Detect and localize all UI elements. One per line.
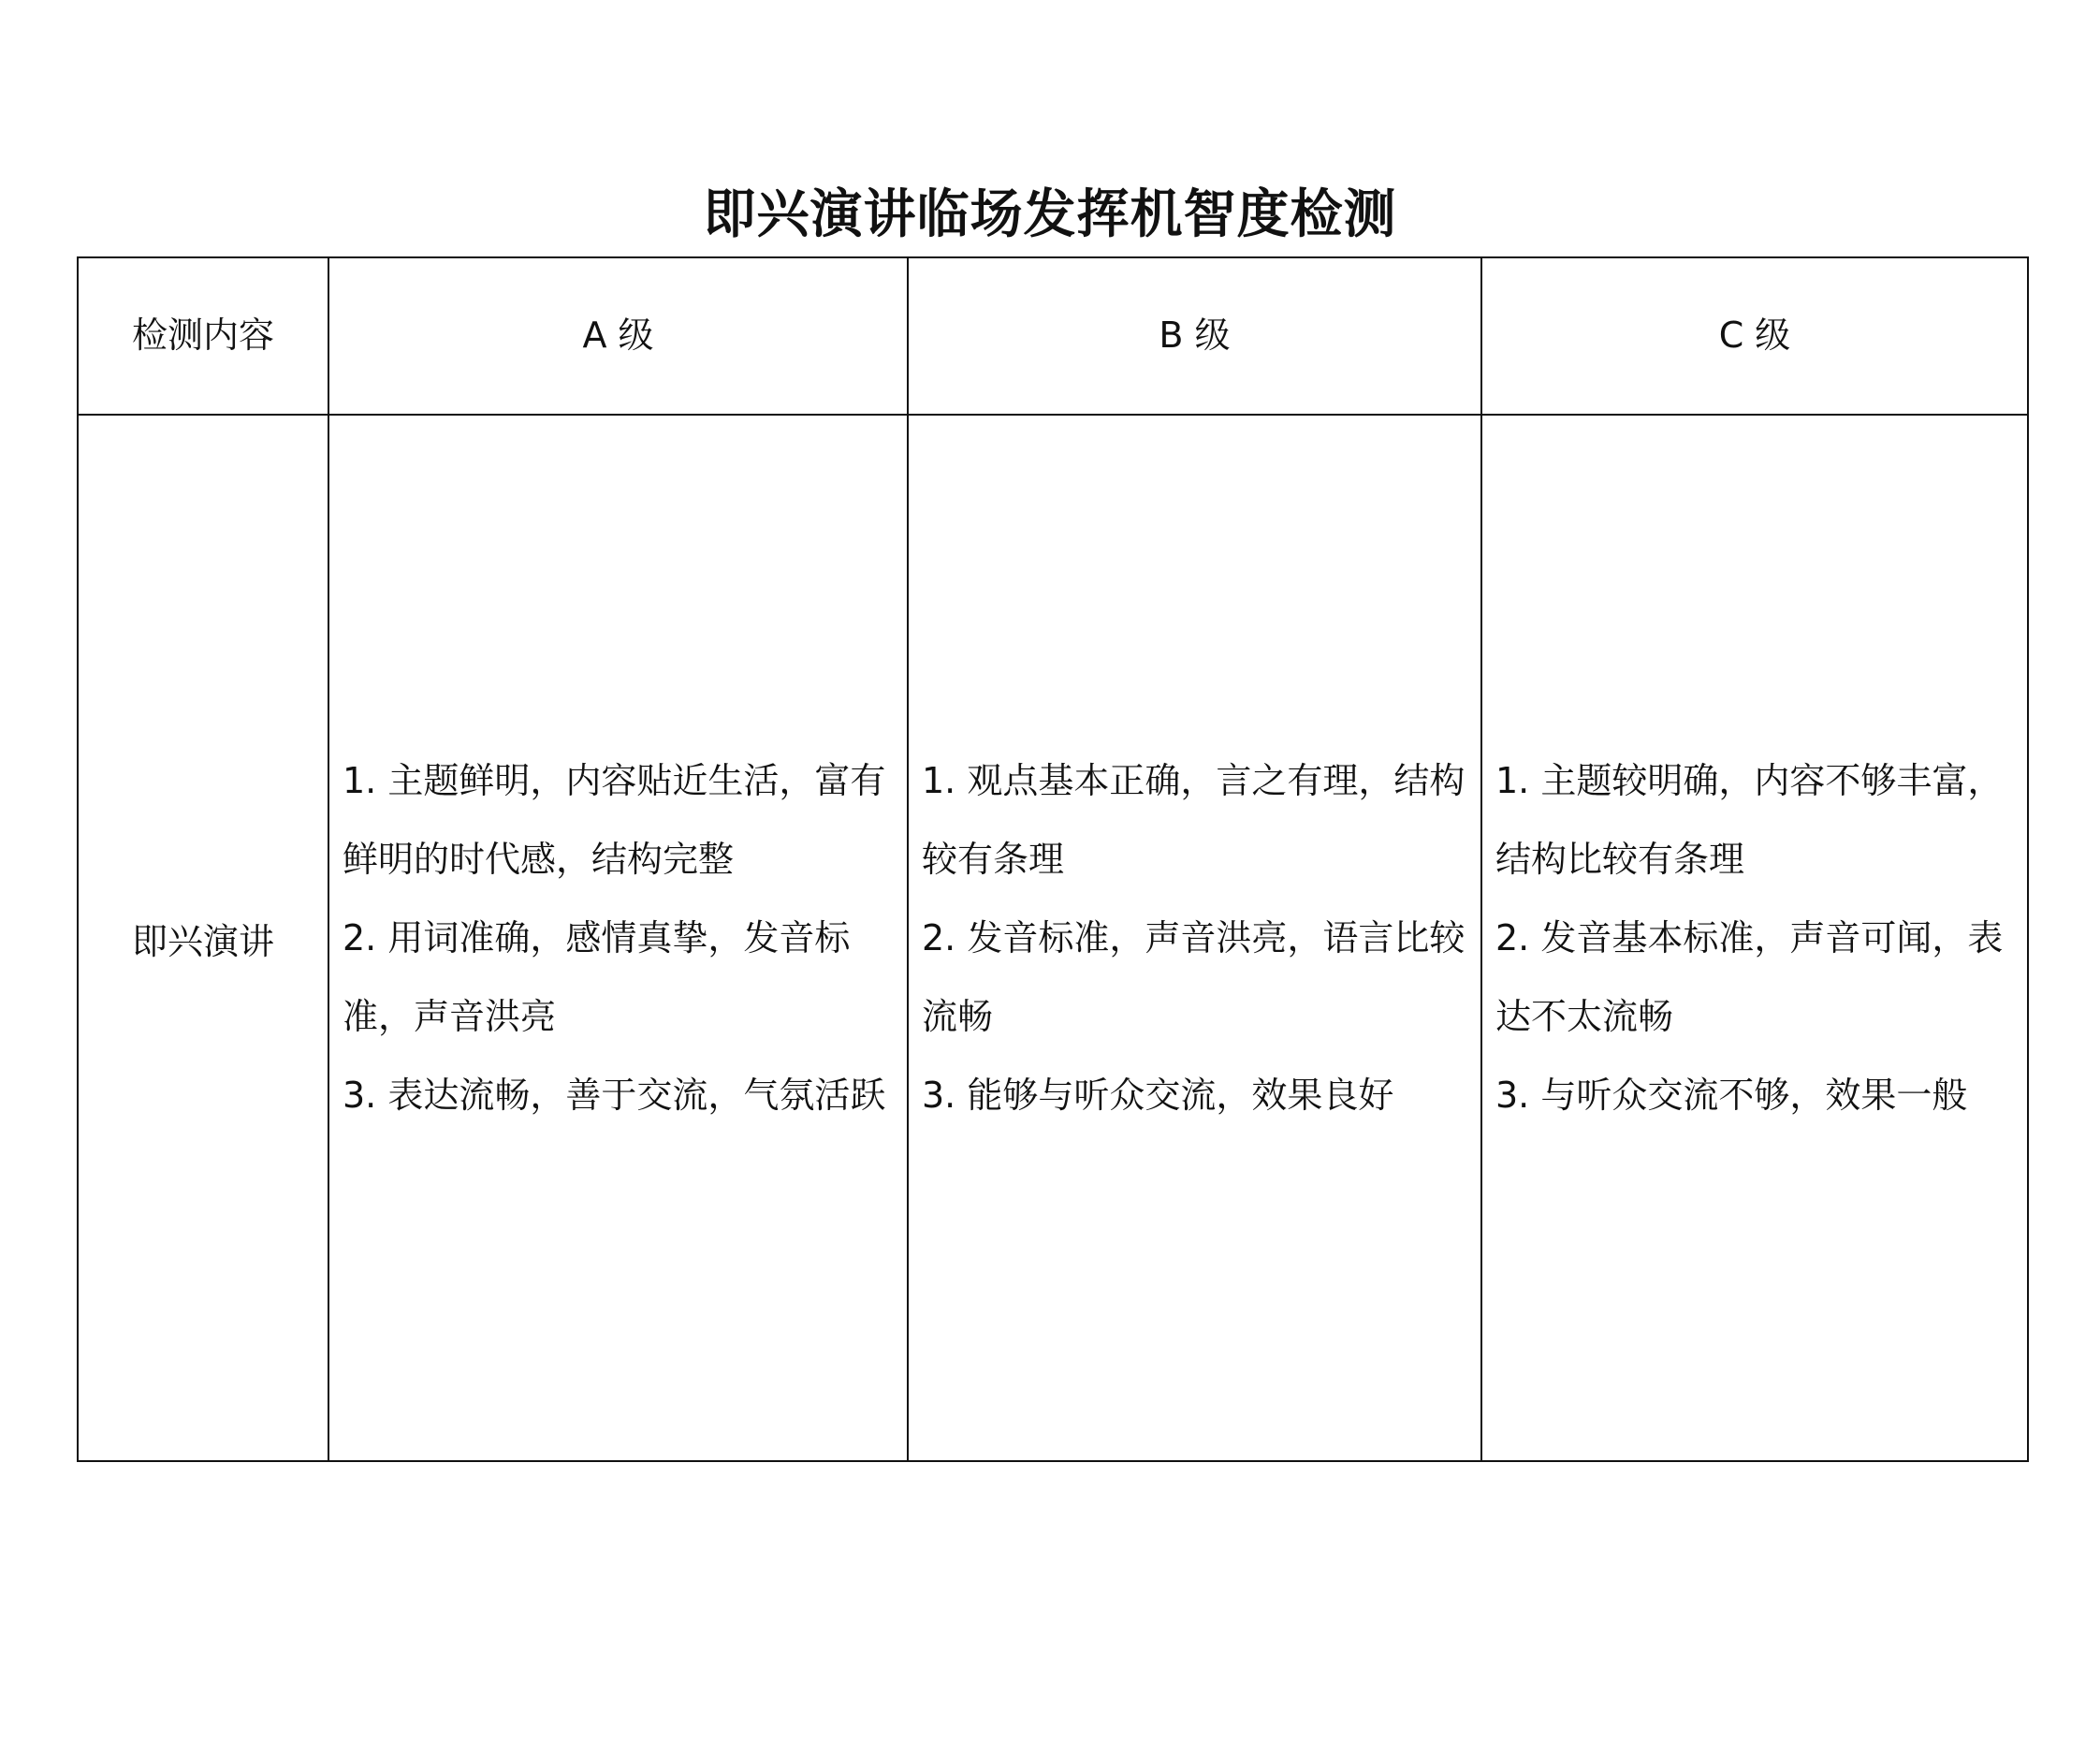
criterion-item: 2. 用词准确，感情真挚，发音标准，声音洪亮	[343, 917, 851, 1037]
header-cell-grade-a: A 级	[328, 257, 908, 415]
header-cell-grade-b: B 级	[908, 257, 1481, 415]
table-row	[78, 415, 2028, 1461]
criterion-item: 1. 主题较明确，内容不够丰富，结构比较有条理	[1495, 760, 2004, 880]
criterion-item: 1. 观点基本正确，言之有理，结构较有条理	[922, 760, 1466, 880]
grade-c-criteria	[1481, 415, 2028, 1461]
criterion-item: 2. 发音标准，声音洪亮，语言比较流畅	[922, 917, 1466, 1037]
header-cell-grade-c: C 级	[1481, 257, 2028, 415]
grade-b-criteria	[908, 415, 1481, 1461]
criterion-item: 2. 发音基本标准，声音可闻，表达不太流畅	[1495, 917, 2004, 1037]
row-label: 即兴演讲	[78, 415, 328, 1461]
grading-table	[77, 256, 2029, 1462]
grade-a-criteria	[328, 415, 908, 1461]
criterion-item: 3. 与听众交流不够，效果一般	[1495, 1075, 1968, 1116]
table-header-row	[78, 257, 2028, 415]
criterion-item: 3. 表达流畅，善于交流，气氛活跃	[343, 1075, 886, 1116]
document-title: 即兴演讲临场发挥机智度检测	[703, 184, 1397, 245]
criterion-item: 3. 能够与听众交流，效果良好	[922, 1075, 1394, 1116]
header-cell-content: 检测内容	[78, 257, 328, 415]
criterion-item: 1. 主题鲜明，内容贴近生活，富有鲜明的时代感，结构完整	[343, 760, 886, 880]
